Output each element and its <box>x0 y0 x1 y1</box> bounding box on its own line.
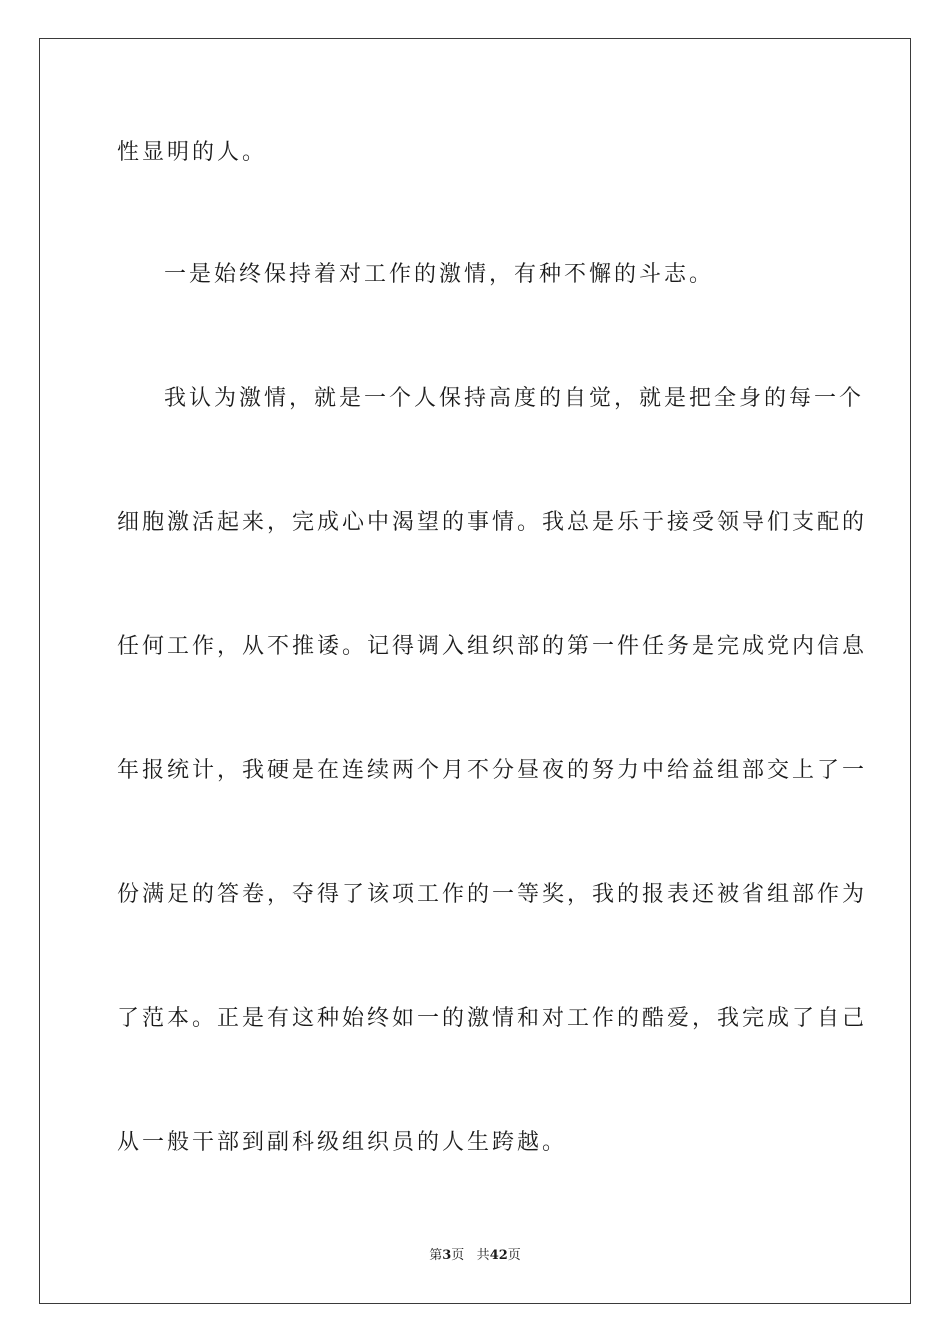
total-prefix: 共 <box>476 1248 490 1263</box>
text-line: 份满足的答卷，夺得了该项工作的一等奖，我的报表还被省组部作为 <box>117 882 868 907</box>
page-suffix: 页 <box>451 1248 465 1263</box>
total-suffix: 页 <box>507 1248 521 1263</box>
text-line: 从一般干部到副科级组织员的人生跨越。 <box>117 1130 568 1155</box>
page-border <box>39 38 911 1304</box>
paragraph-first-line: 我认为激情，就是一个人保持高度的自觉，就是把全身的每一个 <box>164 386 865 411</box>
page-prefix: 第 <box>429 1248 443 1263</box>
text-line: 性显明的人。 <box>117 140 268 165</box>
page-number: 3 <box>442 1248 452 1263</box>
text-line: 了范本。正是有这种始终如一的激情和对工作的酷爱，我完成了自己 <box>117 1006 868 1031</box>
text-line: 任何工作，从不推诿。记得调入组织部的第一件任务是完成党内信息 <box>117 634 868 659</box>
paragraph-first-line: 一是始终保持着对工作的激情，有种不懈的斗志。 <box>164 262 715 287</box>
page-footer <box>0 1247 950 1265</box>
text-line: 年报统计，我硬是在连续两个月不分昼夜的努力中给益组部交上了一 <box>117 758 868 783</box>
text-line: 细胞激活起来，完成心中渴望的事情。我总是乐于接受领导们支配的 <box>117 510 868 535</box>
total-pages: 42 <box>489 1248 508 1263</box>
